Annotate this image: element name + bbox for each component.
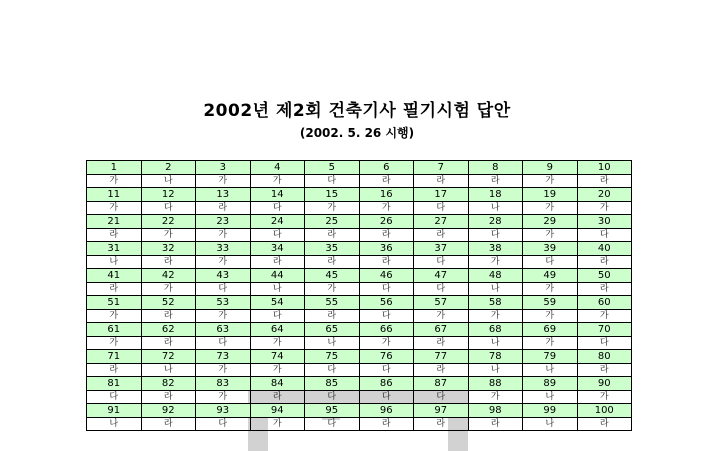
question-number-cell: 68 (468, 323, 523, 337)
question-number-row (87, 404, 632, 418)
answer-cell: 가 (523, 283, 578, 296)
question-number-cell: 62 (141, 323, 196, 337)
answer-cell: 다 (359, 310, 414, 323)
question-number-cell: 38 (468, 242, 523, 256)
answer-cell: 가 (414, 310, 469, 323)
question-number-cell: 28 (468, 215, 523, 229)
answer-cell: 가 (577, 202, 632, 215)
answer-cell: 나 (87, 418, 142, 431)
question-number-cell: 42 (141, 269, 196, 283)
answer-cell: 다 (414, 283, 469, 296)
answer-cell: 나 (523, 364, 578, 377)
question-number-cell: 89 (523, 377, 578, 391)
question-number-cell: 9 (523, 161, 578, 175)
answer-row (87, 202, 632, 215)
question-number-cell: 21 (87, 215, 142, 229)
question-number-cell: 76 (359, 350, 414, 364)
question-number-cell: 35 (305, 242, 360, 256)
answer-row (87, 364, 632, 377)
question-number-cell: 40 (577, 242, 632, 256)
answer-cell: 다 (196, 418, 251, 431)
answer-cell: 라 (305, 256, 360, 269)
question-number-cell: 6 (359, 161, 414, 175)
question-number-cell: 36 (359, 242, 414, 256)
answer-cell: 라 (87, 283, 142, 296)
answer-cell: 가 (305, 283, 360, 296)
question-number-cell: 46 (359, 269, 414, 283)
question-number-cell: 7 (414, 161, 469, 175)
answer-row (87, 256, 632, 269)
question-number-cell: 26 (359, 215, 414, 229)
answer-cell: 라 (250, 391, 305, 404)
answer-cell: 가 (196, 256, 251, 269)
answer-cell: 가 (468, 256, 523, 269)
question-number-cell: 48 (468, 269, 523, 283)
question-number-cell: 54 (250, 296, 305, 310)
question-number-cell: 3 (196, 161, 251, 175)
answer-cell: 가 (359, 202, 414, 215)
answer-cell: 라 (141, 418, 196, 431)
answer-cell: 라 (141, 337, 196, 350)
question-number-cell: 53 (196, 296, 251, 310)
answer-cell: 다 (305, 391, 360, 404)
question-number-cell: 33 (196, 242, 251, 256)
answer-cell: 가 (250, 364, 305, 377)
question-number-cell: 77 (414, 350, 469, 364)
answer-cell: 가 (250, 337, 305, 350)
question-number-cell: 18 (468, 188, 523, 202)
question-number-cell: 15 (305, 188, 360, 202)
question-number-cell: 74 (250, 350, 305, 364)
question-number-cell: 19 (523, 188, 578, 202)
answer-cell: 라 (468, 175, 523, 188)
question-number-cell: 70 (577, 323, 632, 337)
answer-cell: 라 (250, 256, 305, 269)
question-number-cell: 99 (523, 404, 578, 418)
question-number-cell: 11 (87, 188, 142, 202)
question-number-cell: 32 (141, 242, 196, 256)
question-number-cell: 16 (359, 188, 414, 202)
answer-cell: 라 (577, 283, 632, 296)
answer-row (87, 175, 632, 188)
question-number-row (87, 350, 632, 364)
question-number-cell: 14 (250, 188, 305, 202)
answer-cell: 가 (468, 310, 523, 323)
page-title: 2002년 제2회 건축기사 필기시험 답안 (203, 101, 511, 121)
question-number-cell: 2 (141, 161, 196, 175)
question-number-cell: 69 (523, 323, 578, 337)
question-number-cell: 17 (414, 188, 469, 202)
question-number-row (87, 296, 632, 310)
answer-cell: 라 (577, 364, 632, 377)
answer-cell: 다 (87, 391, 142, 404)
question-number-cell: 44 (250, 269, 305, 283)
answer-cell: 라 (414, 175, 469, 188)
answer-cell: 라 (305, 310, 360, 323)
question-number-cell: 84 (250, 377, 305, 391)
answer-cell: 나 (468, 202, 523, 215)
question-number-cell: 8 (468, 161, 523, 175)
answer-cell: 다 (196, 283, 251, 296)
question-number-cell: 55 (305, 296, 360, 310)
question-number-row (87, 323, 632, 337)
answer-cell: 라 (359, 418, 414, 431)
question-number-cell: 49 (523, 269, 578, 283)
question-number-cell: 10 (577, 161, 632, 175)
question-number-cell: 20 (577, 188, 632, 202)
question-number-cell: 23 (196, 215, 251, 229)
question-number-cell: 79 (523, 350, 578, 364)
answer-cell: 라 (414, 229, 469, 242)
answer-cell: 나 (141, 364, 196, 377)
answer-row (87, 310, 632, 323)
question-number-cell: 95 (305, 404, 360, 418)
answer-cell: 다 (141, 202, 196, 215)
question-number-cell: 50 (577, 269, 632, 283)
answer-cell: 가 (523, 229, 578, 242)
answer-cell: 나 (523, 391, 578, 404)
answer-cell: 다 (359, 364, 414, 377)
answer-cell: 다 (305, 175, 360, 188)
answer-cell: 나 (87, 256, 142, 269)
question-number-cell: 58 (468, 296, 523, 310)
question-number-cell: 30 (577, 215, 632, 229)
answer-cell: 가 (87, 202, 142, 215)
question-number-cell: 98 (468, 404, 523, 418)
question-number-row (87, 215, 632, 229)
answer-cell: 라 (196, 202, 251, 215)
question-number-cell: 39 (523, 242, 578, 256)
question-number-cell: 82 (141, 377, 196, 391)
answer-cell: 라 (141, 391, 196, 404)
answer-table (86, 160, 632, 431)
question-number-cell: 56 (359, 296, 414, 310)
answer-cell: 가 (359, 337, 414, 350)
question-number-cell: 88 (468, 377, 523, 391)
question-number-cell: 59 (523, 296, 578, 310)
answer-cell: 가 (141, 229, 196, 242)
answer-cell: 나 (250, 283, 305, 296)
question-number-row (87, 161, 632, 175)
question-number-cell: 4 (250, 161, 305, 175)
answer-cell: 가 (523, 202, 578, 215)
question-number-cell: 22 (141, 215, 196, 229)
answer-row (87, 229, 632, 242)
question-number-cell: 13 (196, 188, 251, 202)
question-number-cell: 31 (87, 242, 142, 256)
answer-cell: 가 (523, 337, 578, 350)
answer-cell: 나 (305, 337, 360, 350)
question-number-cell: 87 (414, 377, 469, 391)
answer-cell: 라 (359, 229, 414, 242)
question-number-cell: 61 (87, 323, 142, 337)
question-number-cell: 71 (87, 350, 142, 364)
question-number-cell: 37 (414, 242, 469, 256)
question-number-cell: 51 (87, 296, 142, 310)
answer-table-body (87, 161, 632, 431)
question-number-cell: 27 (414, 215, 469, 229)
answer-cell: 라 (141, 310, 196, 323)
answer-cell: 가 (250, 418, 305, 431)
answer-cell: 다 (414, 202, 469, 215)
answer-cell: 라 (577, 418, 632, 431)
question-number-cell: 92 (141, 404, 196, 418)
answer-cell: 라 (359, 175, 414, 188)
answer-cell: 라 (414, 364, 469, 377)
answer-cell: 다 (305, 364, 360, 377)
answer-cell: 라 (577, 175, 632, 188)
question-number-cell: 96 (359, 404, 414, 418)
answer-cell: 라 (87, 364, 142, 377)
answer-cell: 다 (414, 256, 469, 269)
answer-cell: 다 (250, 229, 305, 242)
answer-cell: 다 (577, 229, 632, 242)
answer-cell: 라 (468, 418, 523, 431)
question-number-cell: 85 (305, 377, 360, 391)
question-number-row (87, 269, 632, 283)
question-number-cell: 63 (196, 323, 251, 337)
question-number-row (87, 377, 632, 391)
question-number-cell: 24 (250, 215, 305, 229)
question-number-cell: 86 (359, 377, 414, 391)
answer-cell: 가 (141, 283, 196, 296)
answer-cell: 가 (196, 310, 251, 323)
answer-cell: 다 (250, 310, 305, 323)
answer-cell: 다 (523, 256, 578, 269)
question-number-cell: 73 (196, 350, 251, 364)
answer-row (87, 283, 632, 296)
answer-cell: 라 (87, 229, 142, 242)
answer-cell: 다 (468, 229, 523, 242)
question-number-cell: 91 (87, 404, 142, 418)
question-number-cell: 29 (523, 215, 578, 229)
answer-cell: 가 (87, 337, 142, 350)
question-number-cell: 5 (305, 161, 360, 175)
answer-cell: 다 (250, 202, 305, 215)
answer-cell: 가 (523, 175, 578, 188)
answer-cell: 라 (141, 256, 196, 269)
question-number-cell: 97 (414, 404, 469, 418)
question-number-cell: 52 (141, 296, 196, 310)
answer-cell: 가 (305, 202, 360, 215)
answer-cell: 나 (468, 364, 523, 377)
answer-cell: 가 (577, 310, 632, 323)
question-number-cell: 93 (196, 404, 251, 418)
answer-row (87, 391, 632, 404)
answer-cell: 가 (196, 175, 251, 188)
answer-cell: 다 (359, 391, 414, 404)
answer-cell: 나 (141, 175, 196, 188)
answer-cell: 나 (468, 337, 523, 350)
question-number-cell: 81 (87, 377, 142, 391)
exam-date: (2002. 5. 26 시행) (299, 126, 415, 140)
answer-cell: 가 (87, 310, 142, 323)
answer-cell: 가 (196, 391, 251, 404)
answer-cell: 가 (250, 175, 305, 188)
question-number-cell: 94 (250, 404, 305, 418)
answer-cell: 라 (359, 256, 414, 269)
answer-cell: 가 (577, 391, 632, 404)
question-number-cell: 25 (305, 215, 360, 229)
answer-cell: 라 (414, 418, 469, 431)
question-number-cell: 43 (196, 269, 251, 283)
answer-cell: 가 (523, 310, 578, 323)
answer-cell: 가 (468, 391, 523, 404)
question-number-cell: 47 (414, 269, 469, 283)
question-number-row (87, 242, 632, 256)
question-number-cell: 34 (250, 242, 305, 256)
question-number-cell: 80 (577, 350, 632, 364)
question-number-cell: 100 (577, 404, 632, 418)
answer-cell: 다 (305, 418, 360, 431)
question-number-cell: 64 (250, 323, 305, 337)
question-number-cell: 1 (87, 161, 142, 175)
answer-cell: 가 (87, 175, 142, 188)
question-number-cell: 45 (305, 269, 360, 283)
answer-cell: 나 (468, 283, 523, 296)
question-number-cell: 75 (305, 350, 360, 364)
answer-cell: 다 (196, 337, 251, 350)
answer-cell: 다 (359, 283, 414, 296)
question-number-cell: 78 (468, 350, 523, 364)
answer-cell: 가 (196, 229, 251, 242)
answer-row (87, 337, 632, 350)
question-number-cell: 72 (141, 350, 196, 364)
answer-cell: 다 (414, 391, 469, 404)
question-number-cell: 65 (305, 323, 360, 337)
answer-row (87, 418, 632, 431)
answer-cell: 가 (196, 364, 251, 377)
question-number-cell: 66 (359, 323, 414, 337)
question-number-cell: 90 (577, 377, 632, 391)
answer-cell: 나 (523, 418, 578, 431)
question-number-cell: 41 (87, 269, 142, 283)
question-number-row (87, 188, 632, 202)
question-number-cell: 12 (141, 188, 196, 202)
question-number-cell: 57 (414, 296, 469, 310)
answer-cell: 라 (305, 229, 360, 242)
question-number-cell: 60 (577, 296, 632, 310)
answer-cell: 라 (414, 337, 469, 350)
question-number-cell: 67 (414, 323, 469, 337)
answer-cell: 다 (577, 337, 632, 350)
question-number-cell: 83 (196, 377, 251, 391)
answer-cell: 라 (577, 256, 632, 269)
